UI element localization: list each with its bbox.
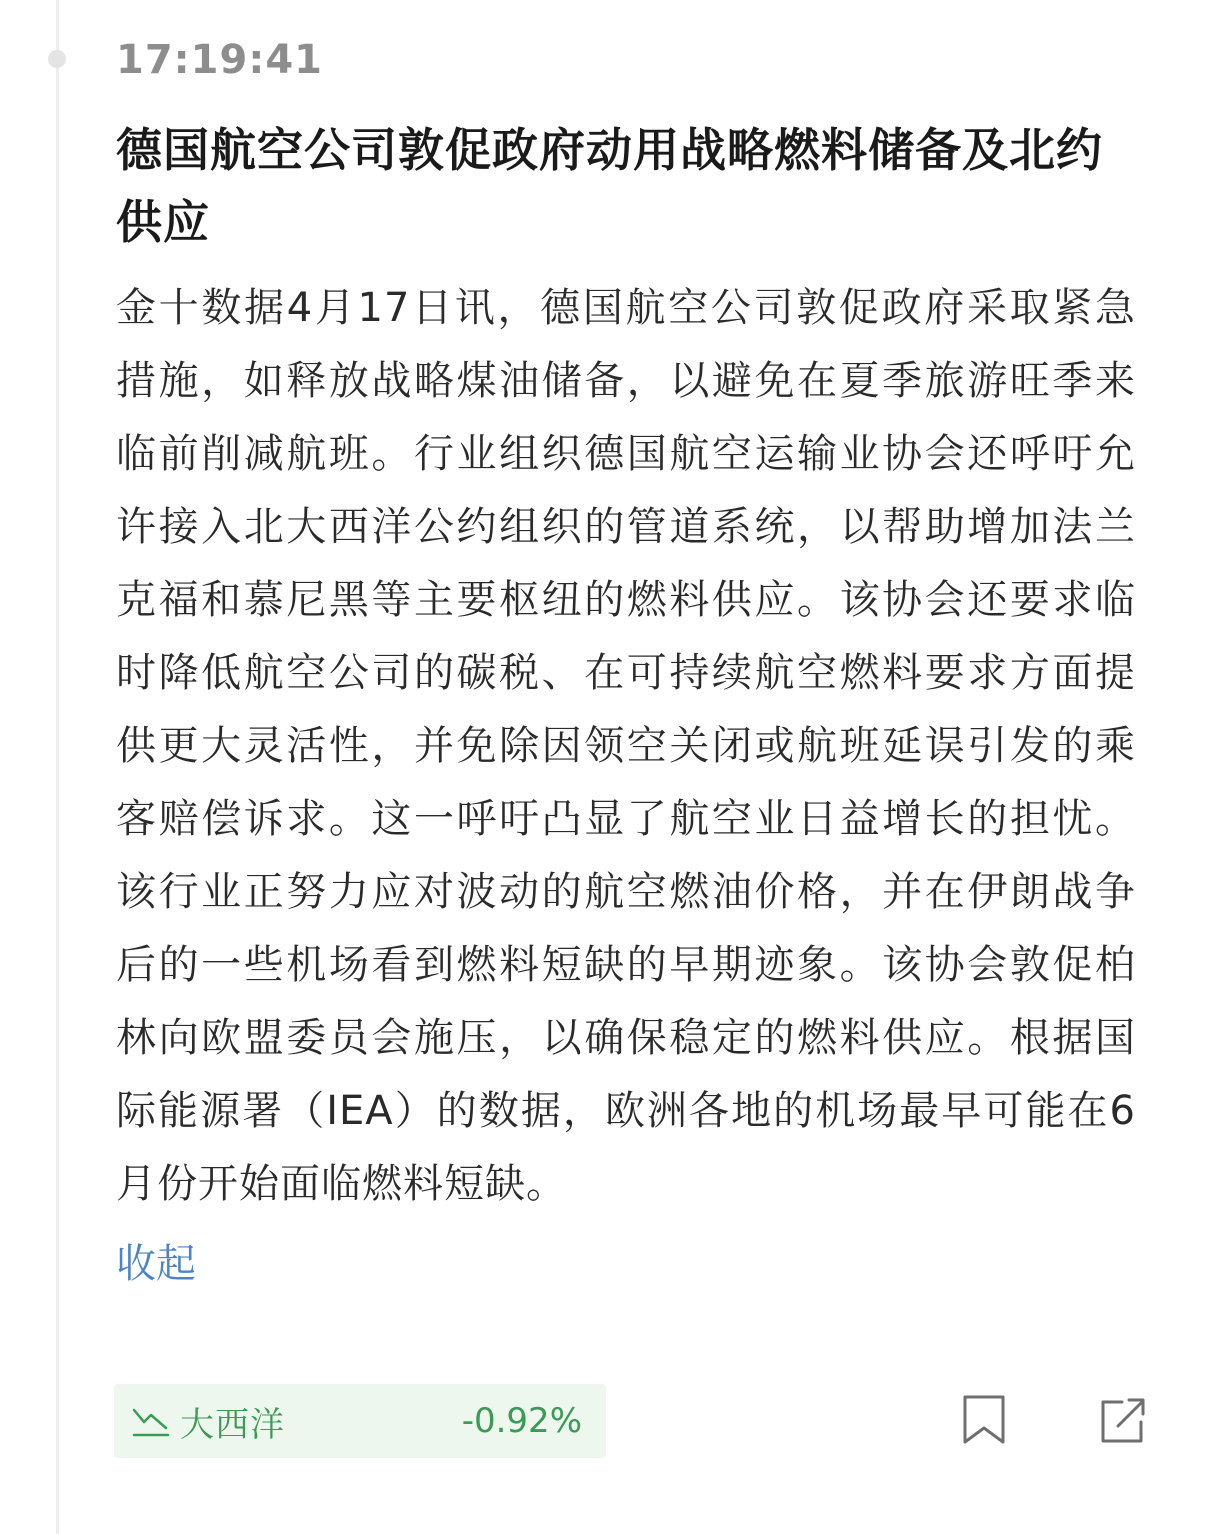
stock-name: 大西洋 (180, 1404, 285, 1445)
news-item (116, 30, 1136, 1299)
news-body: 金十数据4月17日讯，德国航空公司敦促政府采取紧急措施，如释放战略煤油储备，以避免在夏季旅游旺季来临前削减航班。行业组织德国航空运输业协会还呼吁允许接入北大西洋公约组织的管道系统，以帮助增加法兰克福和慕尼黑等主要枢纽的燃料供应。该协会还要求临时降低航空公司的碳税、在可持续航空燃料要求方面提供更大灵活性，并免除因领空关闭或航班延误引发的乘客赔偿诉求。这一呼吁凸显了航空业日益增长的担忧。该行业正努力应对波动的航空燃油价格，并在伊朗战争后的一些机场看到燃料短缺的早期迹象。该协会敦促柏林向欧盟委员会施压，以确保稳定的燃料供应。根据国际能源署（IEA）的数据，欧洲各地的机场最早可能在6月份开始面临燃料短缺。 (116, 285, 1136, 1207)
news-footer (114, 1384, 1154, 1458)
stock-change: -0.92% (461, 1401, 582, 1441)
related-stock-chip[interactable] (114, 1384, 606, 1458)
trend-down-icon (132, 1404, 170, 1438)
share-icon[interactable] (1098, 1394, 1146, 1446)
bookmark-icon[interactable] (960, 1394, 1008, 1446)
timeline-line (56, 0, 59, 1534)
news-headline[interactable]: 德国航空公司敦促政府动用战略燃料储备及北约供应 (116, 123, 1103, 249)
news-time: 17:19:41 (116, 37, 323, 83)
collapse-link[interactable]: 收起 (116, 1241, 196, 1287)
timeline-dot (48, 50, 66, 68)
